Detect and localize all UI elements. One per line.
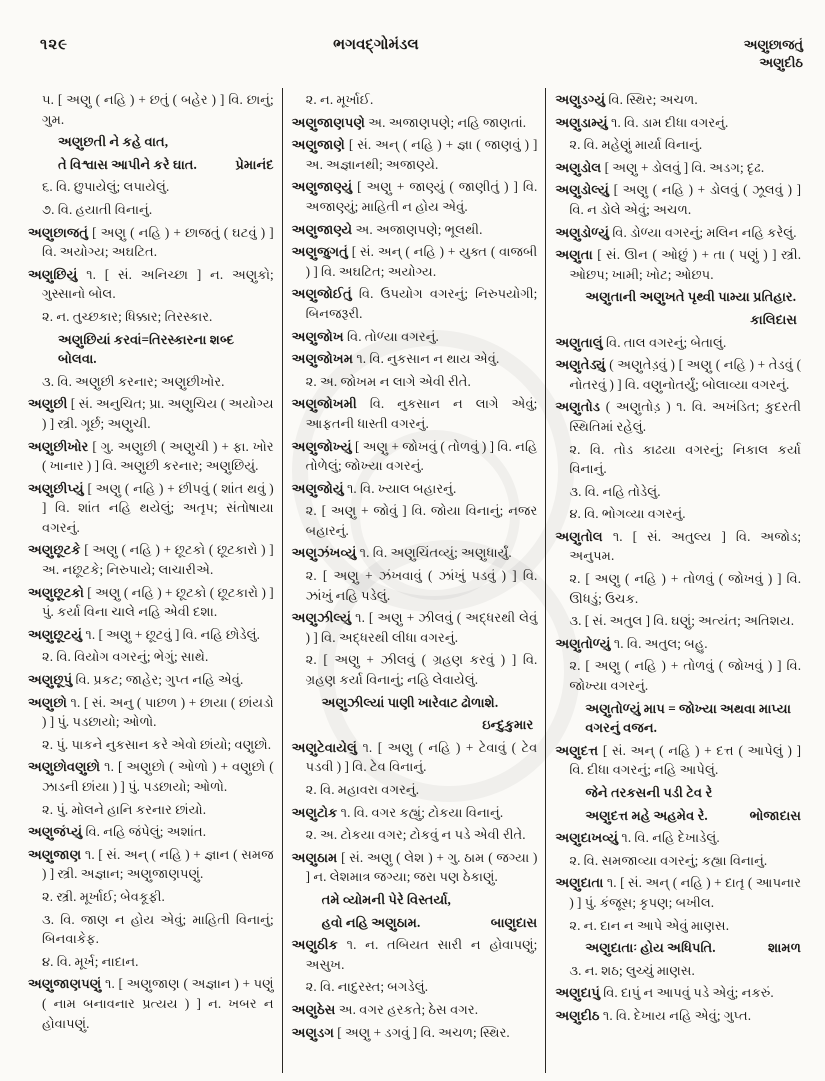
- sense-line: ૨. ન. મૂર્ખાઈ.: [305, 92, 374, 107]
- sense-line: ૪. વિ. મૂર્ખ; નાદાન.: [42, 953, 139, 969]
- sense-line: ૩. [ સં. અતુલ ] વિ. ઘણું; અત્યંત; અતિશય.: [569, 613, 794, 629]
- sense-line: ૩. ન. શઠ; લુચ્ચું માણસ.: [569, 962, 695, 978]
- headword: અણુજોયું: [291, 480, 344, 496]
- quotation-line: [555, 938, 801, 958]
- page-number: ૧૨૯: [40, 37, 69, 53]
- dictionary-entry: અણુડોલ [ અણુ + ડોલવું ] વિ. અડગ; દૃઢ.: [555, 159, 765, 175]
- dictionary-entry: અણુછૂટકે [ અણુ ( નહિ ) + છૂટકો ( છૂટકારો ) ] અ. નછૂટકે; નિરુપાયે; લાચારીએ.: [28, 542, 274, 578]
- dictionary-columns: [26, 88, 809, 1073]
- sense-line: ૨. પું. મોલને હાનિ કરનાર છાંયો.: [42, 801, 207, 817]
- headword: અણુદીઠ: [555, 1007, 600, 1023]
- column-2: [282, 88, 546, 1073]
- dictionary-entry: અણુઝીલ્યું ૧. [ અણુ + ઝીલવું ( અદ્ધરથી લેવું ) ] વિ. અદ્ધરથી લીધા વગરનું.: [291, 610, 538, 645]
- quotation-line: [28, 155, 274, 175]
- sense-line: ૨. અ. ટોકયા વગર; ટોકવું ન પડે એવી રીતે.: [305, 827, 526, 843]
- dictionary-entry: અણુતા [ સં. ઊન ( ઓછું ) + તા ( પણું ) ] સ્ત્રી. ઓછપ; ખામી; ખોટ; ઓછપ.: [555, 247, 802, 282]
- dictionary-entry: અણુટેવાયેલું ૧. [ અણુ ( નહિ ) + ટેવાવું ( ટેવ પડવી ) ] વિ. ટેવ વિનાનું.: [291, 739, 538, 775]
- headword: અણુછિયું: [28, 266, 78, 282]
- dictionary-entry: અણુદાખવ્યું ૧. વિ. નહિ દેખાડેલું.: [555, 830, 720, 846]
- headword: અણુછાજતું: [28, 224, 89, 240]
- dictionary-entry: અણુજોખ વિ. તોળ્યા વગરનું.: [291, 328, 439, 344]
- quote-attribution: શામળ: [768, 940, 802, 956]
- dictionary-entry: અણુછૂટકો [ અણુ ( નહિ ) + છૂટકો ( છૂટકારો ) ] પું. કર્યા વિના ચાલે નહિ એવી દશા.: [28, 584, 274, 620]
- headword: અણુજાણ: [28, 846, 82, 862]
- dictionary-entry: અણુડોલ્યું [ અણુ ( નહિ ) + ડોલવું ( ઝૂલવું ) ] વિ. ન ડોલે એવું; અચળ.: [555, 182, 802, 217]
- headword: અણુછૂટયું: [28, 626, 83, 642]
- headword: અણુછો: [28, 694, 67, 710]
- dictionary-entry: અણુતોલ ૧. [ સં. અતુલ્ય ] વિ. અજોડ; અનુપમ.: [555, 528, 802, 564]
- dictionary-entry: અણુછાજતું [ અણુ ( નહિ ) + છાજતું ( ઘટવું ) ] વિ. અયોગ્ય; અઘટિત.: [28, 224, 274, 260]
- dictionary-entry: અણુજોઈતું વિ. ઉપયોગ વગરનું; નિરુપયોગી; બિનજરૂરી.: [291, 286, 538, 321]
- headword: અણુડગ: [291, 1024, 334, 1040]
- headword: અણુજોખમ: [291, 351, 354, 367]
- dictionary-entry: અણુતેડ્યું ( અણુતેડ઼વું ) [ અણુ ( નહિ ) + તેડવું ( નોતરવું ) ] વિ. વણુનોતર્યું; બોલાવ્યા વગરનું.: [555, 357, 802, 392]
- quotation-line: અણુઝીલ્યાં પાણી ખારેવાટ ઢોળાશે.: [321, 694, 499, 710]
- quotation-line: [292, 913, 538, 933]
- dictionary-entry: અણુડોળ્યું વિ. ડોળ્યા વગરનું; મલિન નહિ કરેલું.: [555, 224, 797, 240]
- guide-words: [744, 36, 803, 71]
- headword: અણુદાતા: [555, 875, 604, 891]
- headword: અણુજોઈતું: [291, 286, 352, 302]
- sense-line: ૨. [ અણુ + ઝંખવાવું ( ઝાંખું પડવું ) ] વિ. ઝાંખું નહિ પડેલું.: [305, 568, 538, 603]
- sense-line: ૨. પું. પાકને નુકસાન કરે એવો છાંયો; વણુછો.: [42, 736, 272, 752]
- page-header: [26, 30, 809, 84]
- headword: અણુજોખ: [291, 328, 344, 344]
- dictionary-entry: અણુતોળ્યું ૧. વિ. અતુલ; બહુ.: [555, 635, 708, 651]
- headword: અણુતાલું: [555, 334, 603, 350]
- column-3: [545, 88, 809, 1073]
- dictionary-entry: અણુજાણે [ સં. અન્ ( નહિ ) + જ્ઞા ( જાણવું ) ] અ. અજ્ઞાનથી; અજાણ્યે.: [291, 137, 538, 172]
- sense-line: ૪. વિ. ભોગવ્યા વગરનું.: [569, 506, 686, 522]
- headword: અણુતેડ્યું: [555, 357, 606, 373]
- headword: અણુટેવાયેલું: [291, 739, 357, 755]
- dictionary-entry: અણુછો ૧. [ સં. અનુ ( પાછળ ) + છાયા ( છાંયડો ) ] પું. પડછાયો; ઓળો.: [28, 694, 274, 730]
- sense-line: ૩. વિ. જાણ ન હોય એવું; માહિતી વિનાનું; બિનવાકેફ.: [42, 911, 274, 947]
- sense-line: ૨. વિ. સમજાવ્યા વગરનું; કહ્યા વિનાનું.: [569, 852, 768, 868]
- quotation-line: અણુછિયાં કરવાં=તિરસ્કારના શબ્દ બોલવા.: [58, 331, 235, 367]
- guide-word-last: અણુદીઠ: [759, 54, 803, 70]
- dictionary-entry: અણુદત્ત [ સં. અન્ ( નહિ ) + દત્ત ( આપેલું ) ] વિ. દીધા વગરનું; નહિ આપેલું.: [555, 742, 802, 778]
- quotation-line: તમે વ્યોમની પેરે વિસ્તર્યા,: [321, 891, 451, 907]
- dictionary-entry: અણુજોખમ ૧. વિ. નુકસાન ન થાય એવું.: [291, 351, 500, 367]
- headword: અણુછોવણુછો: [28, 759, 101, 775]
- headword: અણુજંપ્યું: [28, 824, 83, 840]
- dictionary-entry: અણુજોયું ૧. વિ. ખ્યાલ બહારનું.: [291, 480, 457, 496]
- sense-line: ૭. વિ. હયાતી વિનાનું.: [42, 201, 153, 217]
- dictionary-entry: અણુછૂટયું ૧. [ અણુ + છૂટવું ] વિ. નહિ છોડેલું.: [28, 626, 260, 642]
- quotation-text: અણુદાતાઃ હોય અધિપતિ.: [585, 940, 716, 956]
- sense-line: ૫. [ અણુ ( નહિ ) + છતું ( બહેર ) ] વિ. છાનું; ગુમ.: [42, 92, 274, 127]
- dictionary-entry: અણુજાણપણું ૧. [ અણુજાણ ( અજ્ઞાન ) + પણું ( નામ બનાવનાર પ્રત્યય ) ] ન. ખબર ન હોવાપણું.: [28, 976, 274, 1031]
- dictionary-entry: અણુતોડ ( અણુતોડ઼ ) ૧. વિ. અખંડિત; કુદરતી સ્થિતિમાં રહેલું.: [555, 399, 802, 434]
- headword: અણુડગ્યું: [555, 92, 606, 107]
- headword: અણુટોક: [291, 804, 338, 820]
- book-title: ભગવદ્ગોમંડલ: [333, 37, 419, 53]
- sense-line: ૨. ન. તુચ્છકાર; ધિક્કાર; તિરસ્કાર.: [42, 308, 213, 324]
- quotation-text: તે વિશ્વાસ આપીને કરે ઘાત.: [58, 156, 197, 172]
- dictionary-entry: અણુટોક ૧. વિ. વગર કહ્યું; ટોકયા વિનાનું.: [291, 804, 504, 820]
- sense-line: ૨. વિ. મહેણું માર્યા વિનાનું.: [569, 137, 703, 153]
- sense-line: ૨. વિ. મહાવરા વગરનું.: [305, 782, 420, 797]
- headword: અણુછીખોર: [28, 438, 89, 454]
- headword: અણુઠેસ: [291, 1001, 336, 1017]
- headword: અણુડોલ્યું: [555, 182, 609, 198]
- dictionary-entry: અણુડગ્યું વિ. સ્થિર; અચળ.: [555, 92, 698, 107]
- dictionary-entry: અણુછિયું ૧. [ સં. અનિચ્છા ] ન. અણુકો; ગુસ્સાનો બોલ.: [28, 266, 274, 302]
- headword: અણુઠીક: [291, 937, 338, 953]
- dictionary-entry: અણુદીઠ ૧. વિ. દેખાય નહિ એવું; ગુપ્ત.: [555, 1007, 751, 1023]
- quotation-text: અણુદત્ત મહે અહમેવ રે.: [585, 807, 708, 823]
- quotation-line: અણુતાની અણુખતે પૃથ્વી પામ્યા પ્રતિહાર.: [585, 289, 797, 305]
- sense-line: ૨. ન. દાન ન આપે એવું માણસ.: [569, 917, 730, 933]
- guide-word-first: અણુછાજતું: [743, 37, 803, 52]
- quotation-text: હવો નહિ અણુઠામ.: [321, 914, 421, 930]
- sense-line: ૨. [ અણુ + ઝીલવું ( ગ્રહણ કરવું ) ] વિ. ગ્રહણ કર્યા વિનાનું; નહિ લેવાયેલું.: [305, 652, 538, 688]
- headword: અણુઠામ: [291, 849, 338, 865]
- dictionary-entry: અણુદાતા ૧. [ સં. અન્ ( નહિ ) + દાતૃ ( આપનાર ) ] પું. કંજૂસ; કૃપણ; બખીલ.: [555, 875, 802, 910]
- sense-line: ૨. સ્ત્રી. મૂર્ખાઈ; બેવકૂફી.: [42, 888, 165, 904]
- sense-line: ૨. વિ. વિયોગ વગરનું; ભેગું; સાથે.: [42, 649, 209, 665]
- dictionary-entry: અણુજાણ્યું [ અણુ + જાણ્યું ( જાણીતું ) ] વિ. અજાણ્યું; માહિતી ન હોય એવું.: [291, 179, 538, 214]
- headword: અણુજાણે: [291, 137, 345, 153]
- quote-attribution: ભોજાદાસ: [749, 807, 802, 823]
- headword: અણુજુગતું: [291, 244, 348, 260]
- headword: અણુડોળ્યું: [555, 224, 610, 240]
- headword: અણુતા: [555, 247, 593, 263]
- headword: અણુતોડ: [555, 399, 601, 415]
- dictionary-entry: અણુજુગતું [ સં. અન્ ( નહિ ) + યુક્ત ( વાજબી ) ] વિ. અઘટિત; અયોગ્ય.: [291, 244, 538, 279]
- headword: અણુઝીલ્યું: [291, 610, 352, 626]
- headword: અણુજોખમી: [291, 396, 357, 412]
- dictionary-entry: અણુઠામ [ સં. અણુ ( લેશ ) + ગુ. ઠામ ( જગ્યા ) ] ન. લેશમાત્ર જગ્યા; જરા પણ ઠેકાણું.: [291, 849, 538, 885]
- sense-line: ૬. વિ. છુપાયેલું; લપાયેલું.: [42, 179, 170, 195]
- quotation-line: અણુછતી ને કહે વાત,: [58, 134, 169, 150]
- dictionary-entry: અણુજાણ્યે અ. અજાણપણે; ભૂલથી.: [291, 221, 483, 237]
- dictionary-entry: અણુડામ્યું ૧. વિ. ડામ દીધા વગરનું.: [555, 114, 729, 130]
- quote-attribution: ઇન્દુકુમાર: [482, 717, 534, 733]
- headword: અણુછૂટકે: [28, 542, 81, 558]
- sense-line: ૨. અ. જોખમ ન લાગે એવી રીતે.: [305, 373, 471, 389]
- headword: અણુજાણ્યે: [291, 221, 353, 237]
- quote-attribution: બાણુદાસ: [490, 914, 538, 930]
- dictionary-entry: અણુઝંખવ્યું ૧. વિ. અણુચિંતવ્યું; અણુધાર્યું.: [291, 545, 512, 561]
- headword: અણુછી: [28, 396, 68, 412]
- sense-line: ૨. [ અણુ ( નહિ ) + તોળવું ( જોખવું ) ] વિ. જોખ્યા વગરનું.: [569, 658, 802, 694]
- column-1: [26, 88, 282, 1073]
- headword: અણુતોલ: [555, 528, 603, 544]
- dictionary-entry: અણુછૂપું વિ. પ્રકટ; જાહેર; ગુપ્ત નહિ એવું.: [28, 672, 244, 688]
- sense-line: ૨. વિ. તોડ કાઢયા વગરનું; નિકાલ કર્યા વિનાનું.: [569, 441, 802, 477]
- quote-attribution: પ્રેમાનંદ: [235, 156, 274, 172]
- quotation-line: અણુતોળ્યું માપ = જોખ્યા અથવા માપ્યા વગરનું વજન.: [585, 700, 791, 736]
- dictionary-entry: અણુછીખોર [ ગુ. અણુછી ( અણુચી ) + ફા. ખોર ( ખાનાર ) ] વિ. અણુછી કરનાર; અણુછિયું.: [28, 438, 274, 474]
- sense-line: ૨. વિ. નાદુરસ્ત; બગડેલું.: [305, 979, 428, 995]
- dictionary-entry: અણુજાણ ૧. [ સં. અન્ ( નહિ ) + જ્ઞાન ( સમજ ) ] સ્ત્રી. અજ્ઞાન; અણુજાણપણું.: [28, 846, 274, 882]
- dictionary-entry: અણુછોવણુછો ૧. [ અણુછો ( ઓળો ) + વણુછો ( ઝાડની છાંયા ) ] પું. પડછાયો; ઓળો.: [28, 759, 274, 794]
- dictionary-entry: અણુજોખ્યું [ અણુ + જોખવું ( તોળવું ) ] વિ. નહિ તોળેલું; જોખ્યા વગરનું.: [291, 438, 538, 474]
- dictionary-entry: અણુઠેસ અ. વગર હરકતે; ઠેસ વગર.: [291, 1001, 479, 1017]
- headword: અણુડોલ: [555, 159, 602, 175]
- sense-line: ૨. [ અણુ + જોવું ] વિ. જોયા વિનાનું; નજર બહારનું.: [305, 503, 538, 538]
- dictionary-entry: અણુજોખમી વિ. નુકસાન ન લાગે એવું; આફતની ધાસ્તી વગરનું.: [291, 396, 538, 431]
- headword: અણુદાપું: [555, 985, 600, 1001]
- headword: અણુછૂટકો: [28, 584, 84, 600]
- quotation-line: [555, 806, 801, 826]
- sense-line: ૨. [ અણુ ( નહિ ) + તોળવું ( જોખવું ) ] વિ. ઊધડું; ઉચક.: [569, 571, 802, 606]
- headword: અણુજાણ્યું: [291, 179, 353, 195]
- headword: અણુતોળ્યું: [555, 635, 611, 651]
- dictionary-entry: અણુતાલું વિ. તાલ વગરનું; બેતાલું.: [555, 334, 727, 350]
- headword: અણુજાણપણે: [291, 114, 365, 130]
- dictionary-entry: અણુડગ [ અણુ + ડગવું ] વિ. અચળ; સ્થિર.: [291, 1024, 510, 1040]
- headword: અણુછીપ્યું: [28, 480, 84, 496]
- headword: અણુછૂપું: [28, 672, 73, 688]
- sense-line: ૩. વિ. નહિ તોડેલું.: [569, 483, 661, 499]
- quote-attribution: કાલિદાસ: [750, 311, 798, 327]
- headword: અણુઝંખવ્યું: [291, 545, 357, 561]
- headword: અણુદાખવ્યું: [555, 830, 619, 846]
- headword: અણુજાણપણું: [28, 976, 102, 992]
- dictionary-entry: અણુઠીક ૧. ન. તબિયત સારી ન હોવાપણું; અસુખ.: [291, 937, 538, 972]
- headword: અણુદત્ત: [555, 742, 599, 758]
- quotation-line: જેને તરકસની પડી ટેવ રે: [585, 785, 713, 800]
- headword: અણુજોખ્યું: [291, 438, 352, 454]
- sense-line: ૩. વિ. અણુછી કરનાર; અણુછીખોર.: [42, 373, 225, 389]
- dictionary-entry: અણુદાપું વિ. દાપું ન આપવું પડે એવું; નકરું.: [555, 985, 774, 1001]
- headword: અણુડામ્યું: [555, 114, 608, 130]
- dictionary-entry: અણુછીપ્યું [ અણુ ( નહિ ) + છીપવું ( શાંત થવું ) ] વિ. શાંત નહિ થયેલું; અતૃપ; સંતોષાયા વગરનું.: [28, 480, 274, 535]
- dictionary-entry: અણુજાણપણે અ. અજાણપણે; નહિ જાણતાં.: [291, 114, 527, 130]
- dictionary-entry: અણુછી [ સં. અનુચિત; પ્રા. અણુચિય ( અયોગ્ય ) ] સ્ત્રી. ગૂર્છ; અણુચી.: [28, 396, 274, 431]
- dictionary-entry: અણુજંપ્યું વિ. નહિ જંપેલું; અશાંત.: [28, 824, 207, 840]
